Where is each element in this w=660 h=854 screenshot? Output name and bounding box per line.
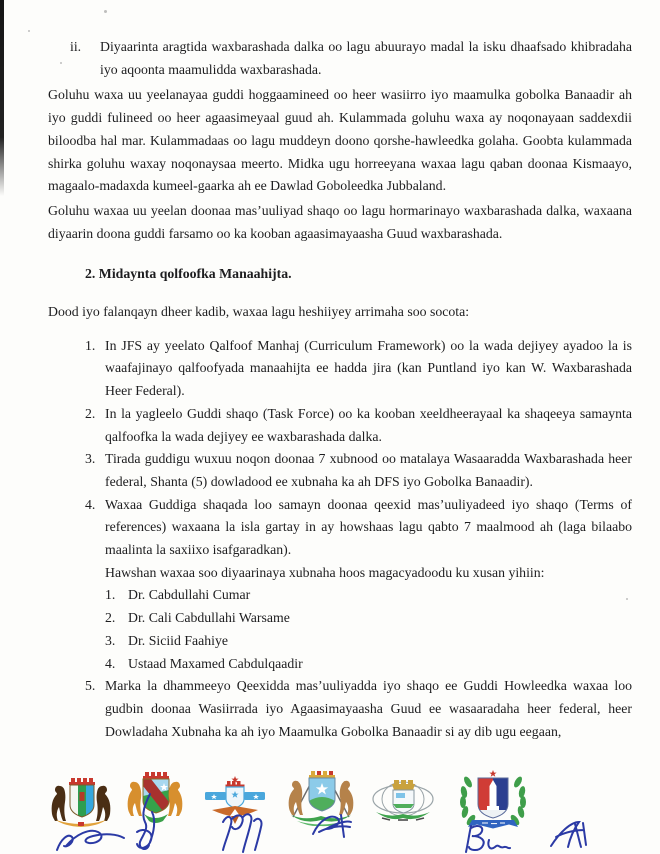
signature-6 bbox=[543, 818, 591, 852]
item-marker: 4. bbox=[85, 496, 96, 512]
section-heading: 2. Midaynta qolfoofka Manaahijta. bbox=[85, 266, 292, 282]
numbered-item-4 bbox=[48, 494, 632, 562]
scan-speck bbox=[104, 10, 107, 13]
item-text: In JFS ay yeelato Qalfoof Manhaj (Curriculum Framework) oo la wada dejiyey ayadoo la is waafajinayo qalfoofyada manaahijta ee hadda jira (kan Puntland iyo kan W. Waxbarashada Heer Federal). bbox=[105, 337, 632, 399]
member-name-1 bbox=[105, 584, 632, 607]
member-name-4 bbox=[105, 653, 632, 676]
name-marker: 4. bbox=[105, 655, 116, 671]
member-name-text: Ustaad Maxamed Cabdulqaadir bbox=[128, 655, 303, 671]
item-text: Marka la dhammeeyo Qeexidda mas’uuliyadda iyo shaqo ee Guddi Howleedka waxaa loo gudbin doonaa Wasiirrada iyo Agaasimayaasha Guud ee wasaaradaha heer federal, heer Dowladaha Xubnaha ka ah iyo Maamulka Gobolka Banaadir si ay dib ugu eegaan, bbox=[105, 678, 632, 739]
numbered-item-1 bbox=[48, 335, 632, 403]
committee-members-block bbox=[48, 562, 632, 676]
paragraph-responsibility: Goluhu waxaa uu yeelan doonaa mas’uuliyad shaqo oo lagu hormarinayo waxbarashada dalka, waxaana diyaarin doona guddi farsamo oo ka kooban agaasimayaasha Guud waxbarashada. bbox=[48, 202, 632, 241]
item-text: In la yagleelo Guddi shaqo (Task Force) oo ka kooban xeeldheerayaal ka shaqeeya samaynta qalfoofka la wada dejiyey ee waxbarashada dalka. bbox=[105, 405, 632, 444]
jubbaland-emblem-icon bbox=[48, 778, 114, 830]
member-name-2 bbox=[105, 607, 632, 630]
numbered-item-5 bbox=[48, 675, 632, 743]
members-intro: Hawshan waxaa soo diyaarinaya xubnaha hoos magacyadoodu ku xusan yihiin: bbox=[105, 564, 545, 580]
item-text: Tirada guddigu wuxuu noqon doonaa 7 xubnood oo matalaya Wasaaradda Waxbarashada heer federal, Shanta (5) dowladood ee xubnaha ka ah DFS iyo Gobolka Banaadir). bbox=[105, 451, 632, 489]
name-marker: 3. bbox=[105, 632, 116, 648]
member-name-text: Dr. Cali Cabdullahi Warsame bbox=[128, 610, 290, 626]
signature-3 bbox=[216, 810, 268, 854]
document-body bbox=[48, 36, 632, 743]
item-text: Waxaa Guddiga shaqada loo samayn doonaa qeexid mas’uuliyadeed iyo shaqo (Terms of references) waxaana la isla gartay in ay howshaas lagu qabto 7 maalmood ah (laga bilaabo maalinta la saxiixo isafgaradkan). bbox=[105, 496, 632, 558]
member-name-3 bbox=[105, 630, 632, 653]
member-name-text: Dr. Siciid Faahiye bbox=[128, 632, 229, 648]
agreement-intro: Dood iyo falanqayn dheer kadib, waxaa lagu heshiiyey arrimaha soo socota: bbox=[48, 304, 470, 320]
item-marker: 1. bbox=[85, 337, 96, 353]
member-name-text: Dr. Cabdullahi Cumar bbox=[128, 587, 251, 603]
numbered-item-3 bbox=[48, 448, 632, 493]
puntland-emblem-icon bbox=[370, 778, 436, 826]
roman-item-text: Diyaarinta aragtida waxbarashada dalka oo lagu abuurayo madal la isku dhaafsado khibradaha iyo aqoonta maamulidda waxbarashada. bbox=[100, 39, 632, 77]
signature-4 bbox=[308, 810, 356, 842]
signature-5 bbox=[462, 822, 512, 854]
numbered-item-2 bbox=[48, 403, 632, 448]
signature-1 bbox=[54, 824, 128, 854]
item-marker: 5. bbox=[85, 678, 96, 694]
paragraph-council: Goluhu waxa uu yeelanayaa guddi hoggaamineed oo heer wasiirro iyo maamulka gobolka Banaadir ah iyo guddi fulineed oo heer agaasimeyaal guud ah. Kulammada goluhu waxa ay noqonayaan saddexdii biloodba hal mar. Kulammadaas oo lagu muddeyn doono qorshe-hawleedka golaha. Goobta kulammada shirka goluhu waxay noqonaysaa meerto. Midka ugu horreeyana waxaa lagu qaban doonaa Kismaayo, magaalo-madaxda kumeel-gaarka ah ee Dawlad Goboleedka Jubbaland. bbox=[48, 87, 632, 194]
numbered-list bbox=[48, 335, 632, 744]
roman-list-item bbox=[48, 36, 632, 81]
roman-item-marker: ii. bbox=[70, 39, 82, 54]
signature-2 bbox=[130, 792, 164, 854]
emblem-signature-row bbox=[0, 768, 660, 854]
item-marker: 2. bbox=[85, 405, 96, 421]
scan-speck bbox=[28, 30, 30, 32]
scan-edge-artifact bbox=[0, 0, 4, 196]
name-marker: 1. bbox=[105, 587, 116, 603]
item-marker: 3. bbox=[85, 451, 96, 467]
name-marker: 2. bbox=[105, 610, 116, 626]
